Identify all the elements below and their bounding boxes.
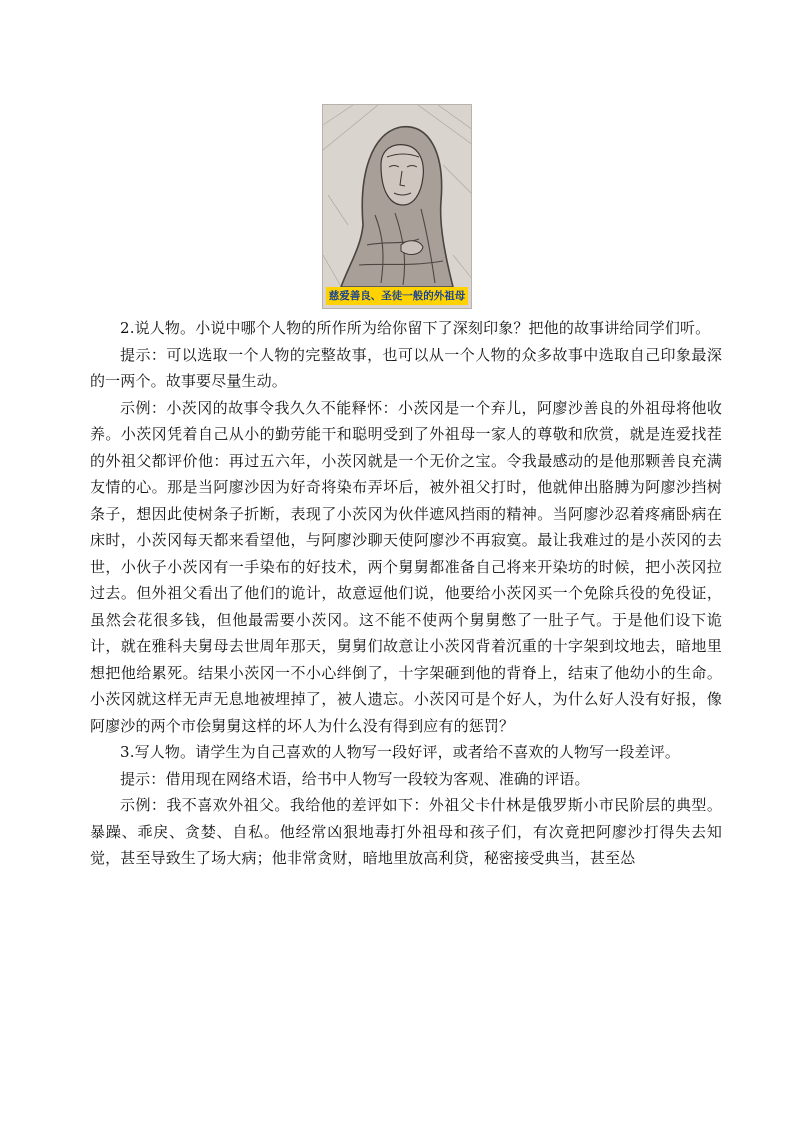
hint-paragraph: 提示：可以选取一个人物的完整故事，也可以从一个人物的众多故事中选取自己印象最深的一两个。故事要尽量生动。 bbox=[90, 345, 722, 390]
example-paragraph: 示例：小茨冈的故事令我久久不能释怀：小茨冈是一个弃儿，阿廖沙善良的外祖母将他收养。小茨冈凭着自己从小的勤劳能干和聪明受到了外祖母一家人的尊敬和欣赏，就是连爱找茬的外祖父都评价他：再过五六年，小茨冈就是一个无价之宝。令我最感动的是他那颗善良充满友情的心。那是当阿廖沙因为好奇将染布弄坏后，被外祖父打时，他就伸出胳膊为阿廖沙挡树条子，想因此使树条子折断，表现了小茨冈为伙伴遮风挡雨的精神。当阿廖沙忍着疼痛卧病在床时，小茨冈每天都来看望他，与阿廖沙聊天使阿廖沙不再寂寞。最让我难过的是小茨冈的去世，小伙子小茨冈有一手染布的好技术，两个舅舅都准备自己将来开染坊的时候，把小茨冈拉过去。但外祖父看出了他们的诡计，故意逗他们说，他要给小茨冈买一个免除兵役的免役证，虽然会花很多钱，但他最需要小茨冈。这不能不使两个舅舅憋了一肚子气。于是他们设下诡计，就在雅科夫舅母去世周年那天，舅舅们故意让小茨冈背着沉重的十字架到坟地去，暗地里想把他给累死。结果小茨冈一不小心绊倒了，十字架砸到他的背脊上，结束了他幼小的生命。小茨冈就这样无声无息地被埋掉了，被人遗忘。小茨冈可是个好人，为什么好人没有好报，像阿廖沙的两个市侩舅舅这样的坏人为什么没有得到应有的惩罚？ bbox=[90, 398, 722, 735]
article-body bbox=[90, 315, 722, 872]
hint-paragraph: 提示：借用现在网络术语，给书中人物写一段较为客观、准确的评语。 bbox=[120, 769, 590, 788]
section-heading-say-characters: 2.说人物。小说中哪个人物的所作所为给你留下了深刻印象？把他的故事讲给同学们听。 bbox=[120, 319, 711, 337]
section-heading-write-characters: 3.写人物。请学生为自己喜欢的人物写一段好评，或者给不喜欢的人物写一段差评。 bbox=[120, 743, 681, 761]
example-paragraph: 示例：我不喜欢外祖父。我给他的差评如下：外祖父卡什林是俄罗斯小市民阶层的典型。暴躁、乖戾、贪婪、自私。他经常凶狠地毒打外祖母和孩子们，有次竟把阿廖沙打得失去知觉，甚至导致生了场大病；他非常贪财，暗地里放高利贷，秘密接受典当，甚至怂 bbox=[90, 796, 722, 867]
grandmother-illustration bbox=[322, 104, 472, 309]
grandmother-sketch-drawing bbox=[323, 105, 472, 309]
figure-caption: 慈爱善良、圣徒一般的外祖母 bbox=[326, 287, 468, 305]
